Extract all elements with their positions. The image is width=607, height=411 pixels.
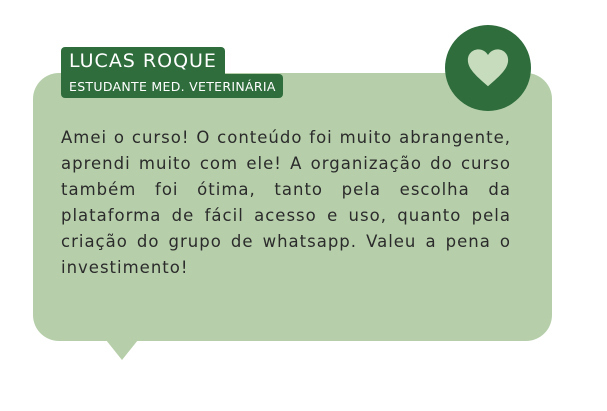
testimonial-text: Amei o curso! O conteúdo foi muito abrangente, aprendi muito com ele! A organização do curso também foi ótima, tanto pela escolha da plataforma de fácil acesso e uso, quanto pela criação do grupo de whatsapp. Valeu a pena o investimento! xyxy=(61,128,511,277)
heart-icon xyxy=(465,45,511,91)
speech-bubble-tail xyxy=(106,340,138,360)
author-role: ESTUDANTE MED. VETERINÁRIA xyxy=(61,74,283,98)
author-name: LUCAS ROQUE xyxy=(61,47,225,74)
heart-badge xyxy=(445,25,531,111)
